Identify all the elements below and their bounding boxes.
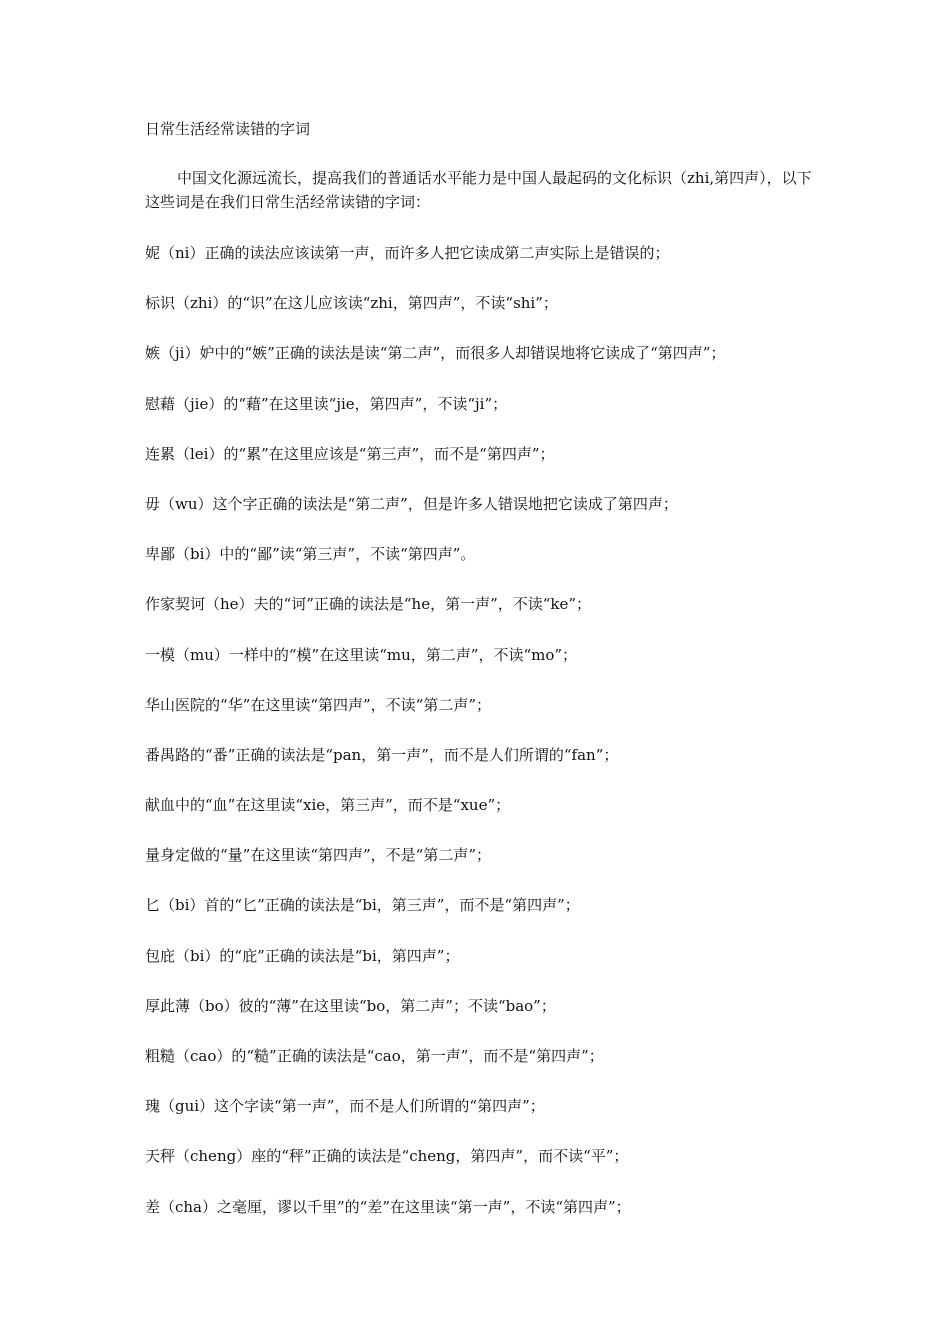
intro-paragraph: 中国文化源远流长，提高我们的普通话水平能力是中国人最起码的文化标识（zhi,第四声），以下这些词是在我们日常生活经常读错的字词： (145, 169, 812, 211)
list-item: 一模（mu）一样中的“模”在这里读“mu，第二声”，不读“mo”； (145, 645, 578, 664)
list-item: 连累（lei）的“累”在这里应该是“第三声”，而不是“第四声”； (145, 444, 555, 463)
list-item: 华山医院的“华”在这里读“第四声”，不读“第二声”； (145, 695, 492, 714)
list-item: 番禺路的“番”正确的读法是“pan，第一声”，而不是人们所谓的“fan”； (145, 745, 619, 764)
list-item: 妮（ni）正确的读法应该读第一声，而许多人把它读成第二声实际上是错误的； (145, 244, 670, 262)
list-item: 献血中的“血”在这里读“xie，第三声”，而不是“xue”； (145, 796, 511, 815)
list-item: 差（cha）之毫厘，谬以千里”的“差”在这里读“第一声”，不读“第四声”； (145, 1197, 631, 1216)
list-item: 嫉（ji）妒中的“嫉”正确的读法是读“第二声”，而很多人却错误地将它读成了“第四声”； (145, 344, 726, 363)
list-item: 标识（zhi）的“识”在这儿应该读“zhi，第四声”，不读“shi”； (145, 294, 558, 313)
list-item: 瑰（gui）这个字读“第一声”，而不是人们所谓的“第四声”； (145, 1097, 545, 1116)
list-item: 天秤（cheng）座的“秤”正确的读法是“cheng，第四声”，而不读“平”； (145, 1147, 629, 1166)
list-item: 卑鄙（bi）中的“鄙”读“第三声”，不读“第四声”。 (145, 545, 476, 564)
list-item: 作家契诃（he）夫的“诃”正确的读法是“he，第一声”，不读“ke”； (145, 595, 592, 614)
list-item: 慰藉（jie）的“藉”在这里读“jie，第四声”，不读“ji”； (145, 394, 508, 413)
entry-list (145, 242, 825, 1246)
list-item: 毋（wu）这个字正确的读法是“第二声”，但是许多人错误地把它读成了第四声； (145, 494, 678, 513)
document-title: 日常生活经常读错的字词 (145, 120, 311, 138)
list-item: 匕（bi）首的“匕”正确的读法是“bi，第三声”，而不是“第四声”； (145, 896, 580, 915)
list-item: 粗糙（cao）的“糙”正确的读法是“cao，第一声”，而不是“第四声”； (145, 1047, 604, 1065)
list-item: 厚此薄（bo）彼的“薄”在这里读“bo，第二声”；不读“bao”； (145, 996, 556, 1015)
list-item: 包庇（bi）的“庇”正确的读法是“bi，第四声”； (145, 946, 460, 965)
list-item: 量身定做的“量”在这里读“第四声”，不是“第二声”； (145, 846, 492, 865)
